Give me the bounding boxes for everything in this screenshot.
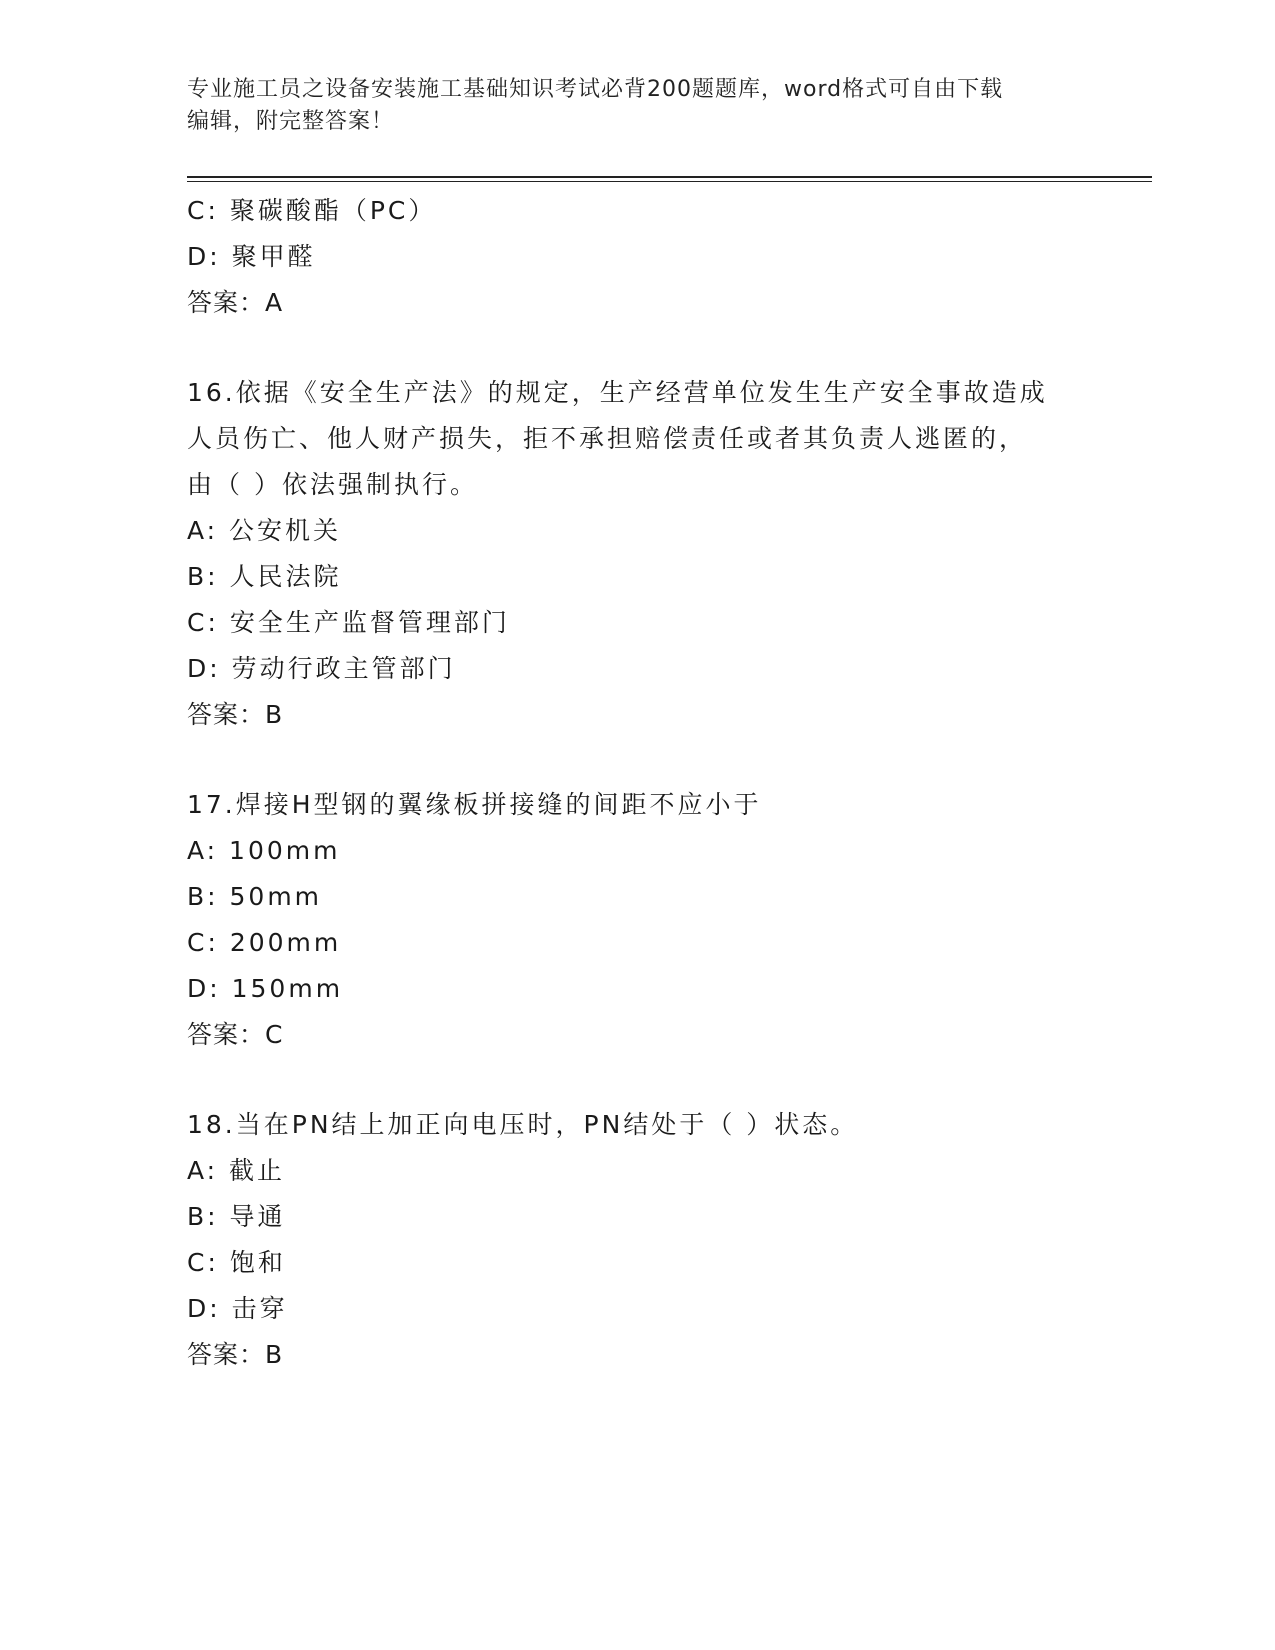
answer-line: 答案：B	[187, 1340, 284, 1369]
question-17	[187, 782, 1087, 1058]
header-divider-thick	[187, 176, 1152, 178]
header-title-line-2: 编辑，附完整答案！	[187, 109, 395, 134]
question-text-line: 17.焊接H型钢的翼缘板拼接缝的间距不应小于	[187, 790, 762, 819]
option-c: C: 安全生产监督管理部门	[187, 608, 510, 637]
question-gap	[187, 738, 1087, 782]
question-text-line: 18.当在PN结上加正向电压时，PN结处于（ ）状态。	[187, 1110, 859, 1139]
option-c: C: 聚碳酸酯（PC）	[187, 196, 437, 225]
option-a: A: 100mm	[187, 836, 341, 865]
option-a: A: 公安机关	[187, 516, 342, 545]
document-header	[187, 74, 1087, 138]
question-text-line: 16.依据《安全生产法》的规定，生产经营单位发生生产安全事故造成	[187, 378, 1048, 407]
option-b: B: 人民法院	[187, 562, 342, 591]
question-15-continued	[187, 188, 1087, 326]
question-16	[187, 370, 1087, 738]
option-a: A: 截止	[187, 1156, 286, 1185]
header-divider-thin	[187, 181, 1152, 182]
answer-line: 答案：C	[187, 1020, 284, 1049]
question-text-line: 人员伤亡、他人财产损失，拒不承担赔偿责任或者其负责人逃匿的，	[187, 424, 1028, 453]
option-d: D: 聚甲醛	[187, 242, 316, 271]
question-gap	[187, 326, 1087, 370]
option-d: D: 150mm	[187, 974, 344, 1003]
answer-line: 答案：A	[187, 288, 284, 317]
header-title-line-1: 专业施工员之设备安装施工基础知识考试必背200题题库，word格式可自由下载	[187, 77, 1004, 102]
option-c: C: 200mm	[187, 928, 342, 957]
question-text-line: 由（ ）依法强制执行。	[187, 470, 478, 499]
option-c: C: 饱和	[187, 1248, 286, 1277]
option-d: D: 击穿	[187, 1294, 288, 1323]
question-gap	[187, 1058, 1087, 1102]
question-list	[187, 188, 1087, 1378]
option-d: D: 劳动行政主管部门	[187, 654, 456, 683]
question-18	[187, 1102, 1087, 1378]
option-b: B: 导通	[187, 1202, 286, 1231]
option-b: B: 50mm	[187, 882, 323, 911]
answer-line: 答案：B	[187, 700, 284, 729]
